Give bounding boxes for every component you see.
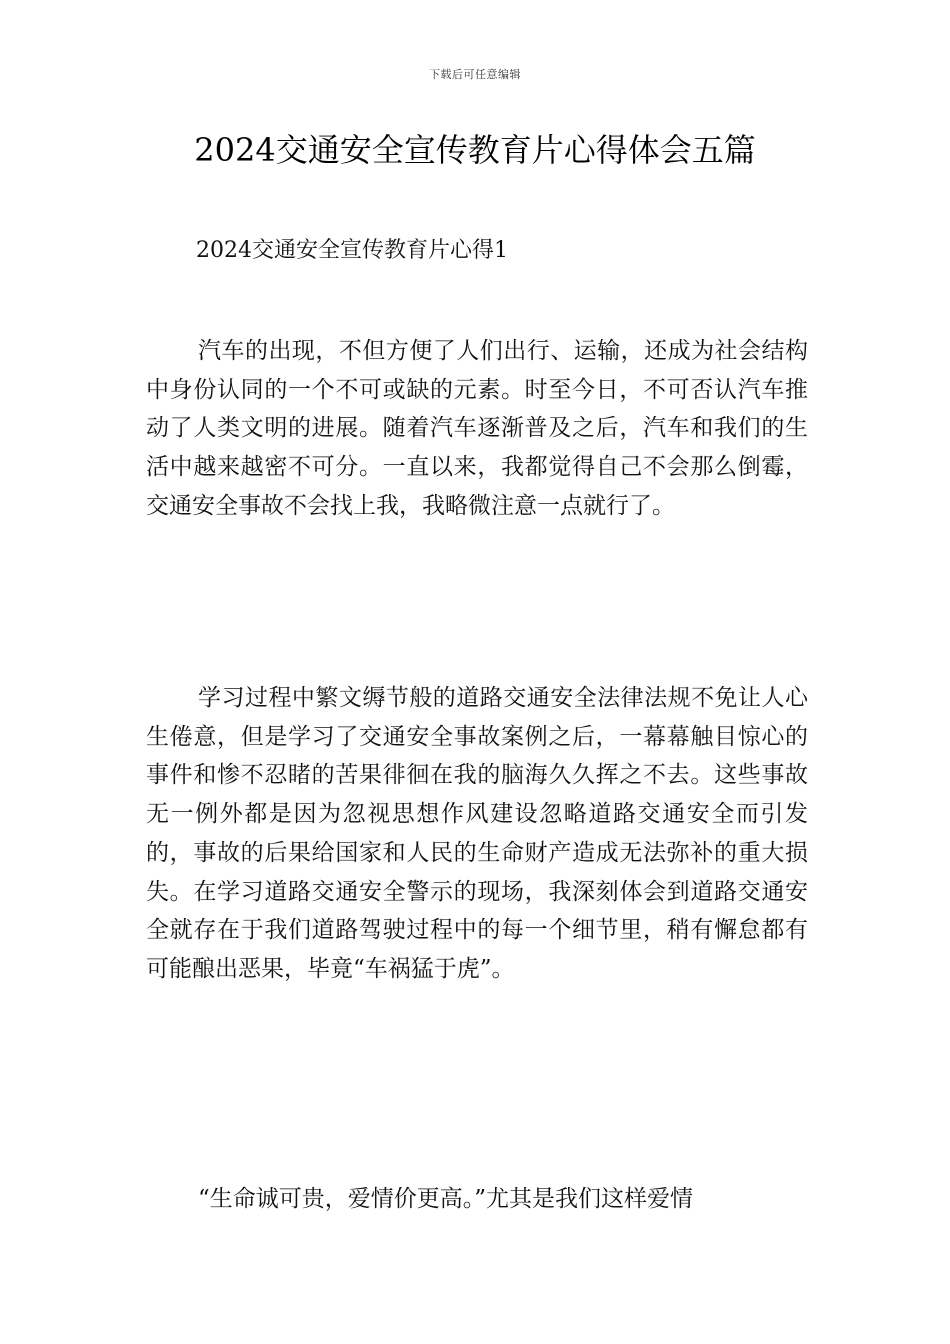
body-paragraph: “生命诚可贵，爱情价更高。”尤其是我们这样爱情 [198, 1186, 694, 1212]
body-paragraph: 汽车的出现，不但方便了人们出行、运输，还成为社会结构中身份认同的一个不可或缺的元素。时至今日，不可否认汽车推动了人类文明的进展。随着汽车逐渐普及之后，汽车和我们的生活中越来越密不可分。一直以来，我都觉得自己不会那么倒霉，交通安全事故不会找上我，我略微注意一点就行了。 [146, 338, 808, 519]
header-note: 下载后可任意编辑 [429, 68, 521, 81]
document-title: 2024交通安全宣传教育片心得体会五篇 [194, 131, 756, 169]
section-subtitle: 2024交通安全宣传教育片心得1 [196, 238, 508, 263]
body-paragraph: 学习过程中繁文缛节般的道路交通安全法律法规不免让人心生倦意，但是学习了交通安全事故案例之后，一幕幕触目惊心的事件和惨不忍睹的苦果徘徊在我的脑海久久挥之不去。这些事故无一例外都是因为忽视思想作风建设忽略道路交通安全而引发的，事故的后果给国家和人民的生命财产造成无法弥补的重大损失。在学习道路交通安全警示的现场，我深刻体会到道路交通安全就存在于我们道路驾驶过程中的每一个细节里，稍有懈怠都有可能酿出恶果，毕竟“车祸猛于虎”。 [146, 685, 808, 982]
